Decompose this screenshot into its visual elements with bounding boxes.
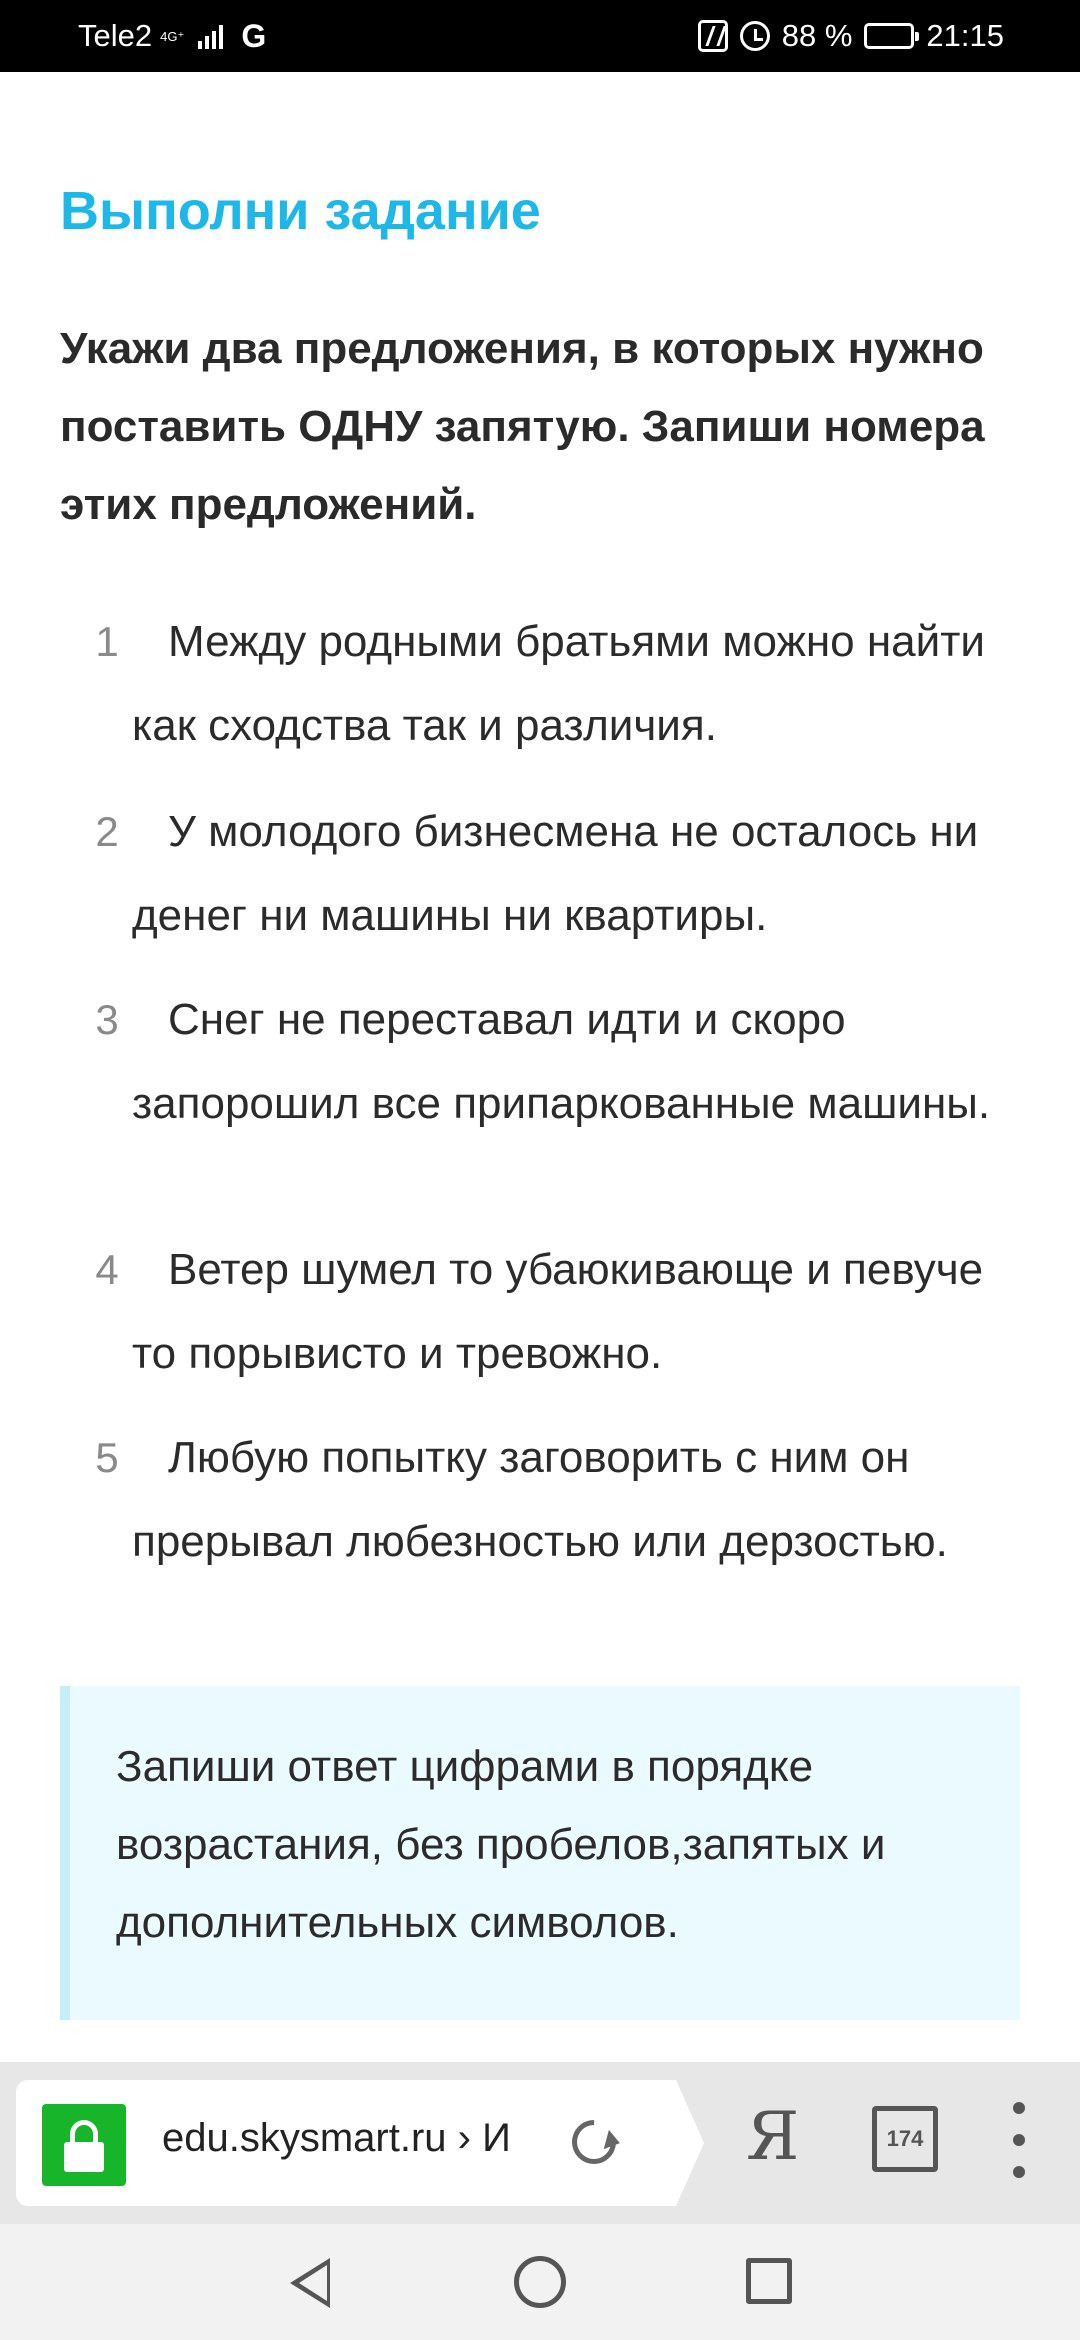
browser-toolbar <box>0 2062 1080 2224</box>
nfc-icon <box>698 20 728 52</box>
back-icon[interactable] <box>290 2258 330 2308</box>
sentence-number: 1 <box>95 618 119 665</box>
task-title: Выполни задание <box>60 181 541 241</box>
sentence-text: Снег не переставал идти и скоро запорошил все припаркованные машины. <box>132 995 991 1128</box>
carrier-name: Tele2 <box>78 18 153 53</box>
sentence-text: Между родными братьями можно найти как сходства так и различия. <box>132 617 985 750</box>
sentence-text: Ветер шумел то убаюкивающе и певуче то порывисто и тревожно. <box>132 1245 984 1378</box>
hint-box <box>60 1686 1020 2020</box>
status-bar <box>0 0 1080 72</box>
sentence-text: У молодого бизнесмена не осталось ни денег ни машины ни квартиры. <box>132 807 979 940</box>
lock-icon[interactable] <box>42 2104 126 2186</box>
network-type: G <box>241 17 267 54</box>
status-left <box>78 18 266 55</box>
signal-icon <box>198 23 223 49</box>
sentence-number: 3 <box>95 996 119 1043</box>
reload-icon[interactable] <box>563 2111 625 2173</box>
tab-count: 174 <box>886 2126 924 2151</box>
clock: 21:15 <box>926 18 1004 53</box>
alarm-icon <box>740 21 770 51</box>
more-menu-icon[interactable] <box>1004 2102 1034 2178</box>
task-question: Укажи два предложения, в которых нужно поставить ОДНУ запятую. Запиши номера этих предложений. <box>60 324 985 529</box>
network-label: 4G⁺ <box>160 28 185 44</box>
home-icon[interactable] <box>514 2256 566 2308</box>
address-bar[interactable] <box>16 2080 676 2206</box>
status-right <box>698 18 1004 54</box>
recents-icon[interactable] <box>746 2258 792 2304</box>
page-content <box>0 72 1080 2062</box>
url-text[interactable]: edu.skysmart.ru › И <box>162 2116 511 2160</box>
battery-icon <box>864 23 914 49</box>
hint-text: Запиши ответ цифрами в порядке возрастания, без пробелов,запятых и дополнительных символов. <box>116 1742 886 1947</box>
battery-percent: 88 % <box>781 18 853 53</box>
yandex-button[interactable]: Я <box>746 2098 800 2175</box>
sentence-text: Любую попытку заговорить с ним он прерывал любезностью или дерзостью. <box>132 1433 948 1566</box>
tabs-button[interactable] <box>872 2106 938 2172</box>
sentence-number: 2 <box>95 808 119 855</box>
sentence-number: 4 <box>95 1246 119 1293</box>
system-nav-bar <box>0 2224 1080 2340</box>
sentence-number: 5 <box>95 1434 119 1481</box>
